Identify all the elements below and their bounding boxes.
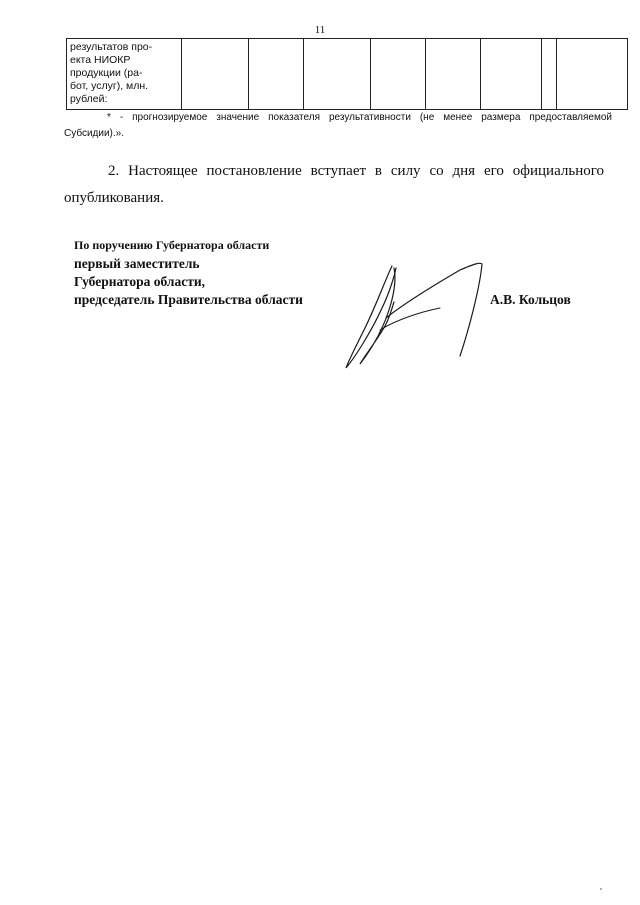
- results-table: [66, 38, 628, 110]
- table-cell-empty: [426, 39, 481, 110]
- table-cell-indicator: [67, 39, 182, 110]
- table-cell-empty: [249, 39, 304, 110]
- signature-on-behalf: По поручению Губернатора области: [74, 238, 270, 252]
- signer-title-line: Губернатора области,: [74, 274, 205, 289]
- table-cell-line: бот, услуг), млн.: [70, 80, 149, 92]
- table-cell-empty: [371, 39, 426, 110]
- signer-title-line: первый заместитель: [74, 256, 200, 271]
- table-cell-line: продукции (ра-: [70, 67, 143, 79]
- table-cell-empty: [557, 39, 628, 110]
- page-number: 11: [314, 24, 326, 36]
- table-cell-line: рублей:: [70, 93, 108, 105]
- signer-name: А.В. Кольцов: [490, 292, 571, 307]
- signer-title-line: председатель Правительства области: [74, 292, 303, 307]
- scan-speck: [600, 888, 602, 890]
- table-cell-line: результатов про-: [70, 41, 153, 53]
- resolution-paragraph: 2. Настоящее постановление вступает в силу со дня его официального опубликования.: [64, 163, 604, 206]
- table-cell-line: екта НИОКР: [70, 54, 131, 66]
- table-cell-empty: [481, 39, 542, 110]
- footnote: * - прогнозируемое значение показателя результативности (не менее размера предоставляемой Субсидии).».: [64, 112, 612, 139]
- table-row: [67, 39, 628, 110]
- handwritten-signature: [336, 258, 496, 374]
- table-cell-empty: [182, 39, 249, 110]
- table-cell-empty: [542, 39, 557, 110]
- table-cell-empty: [304, 39, 371, 110]
